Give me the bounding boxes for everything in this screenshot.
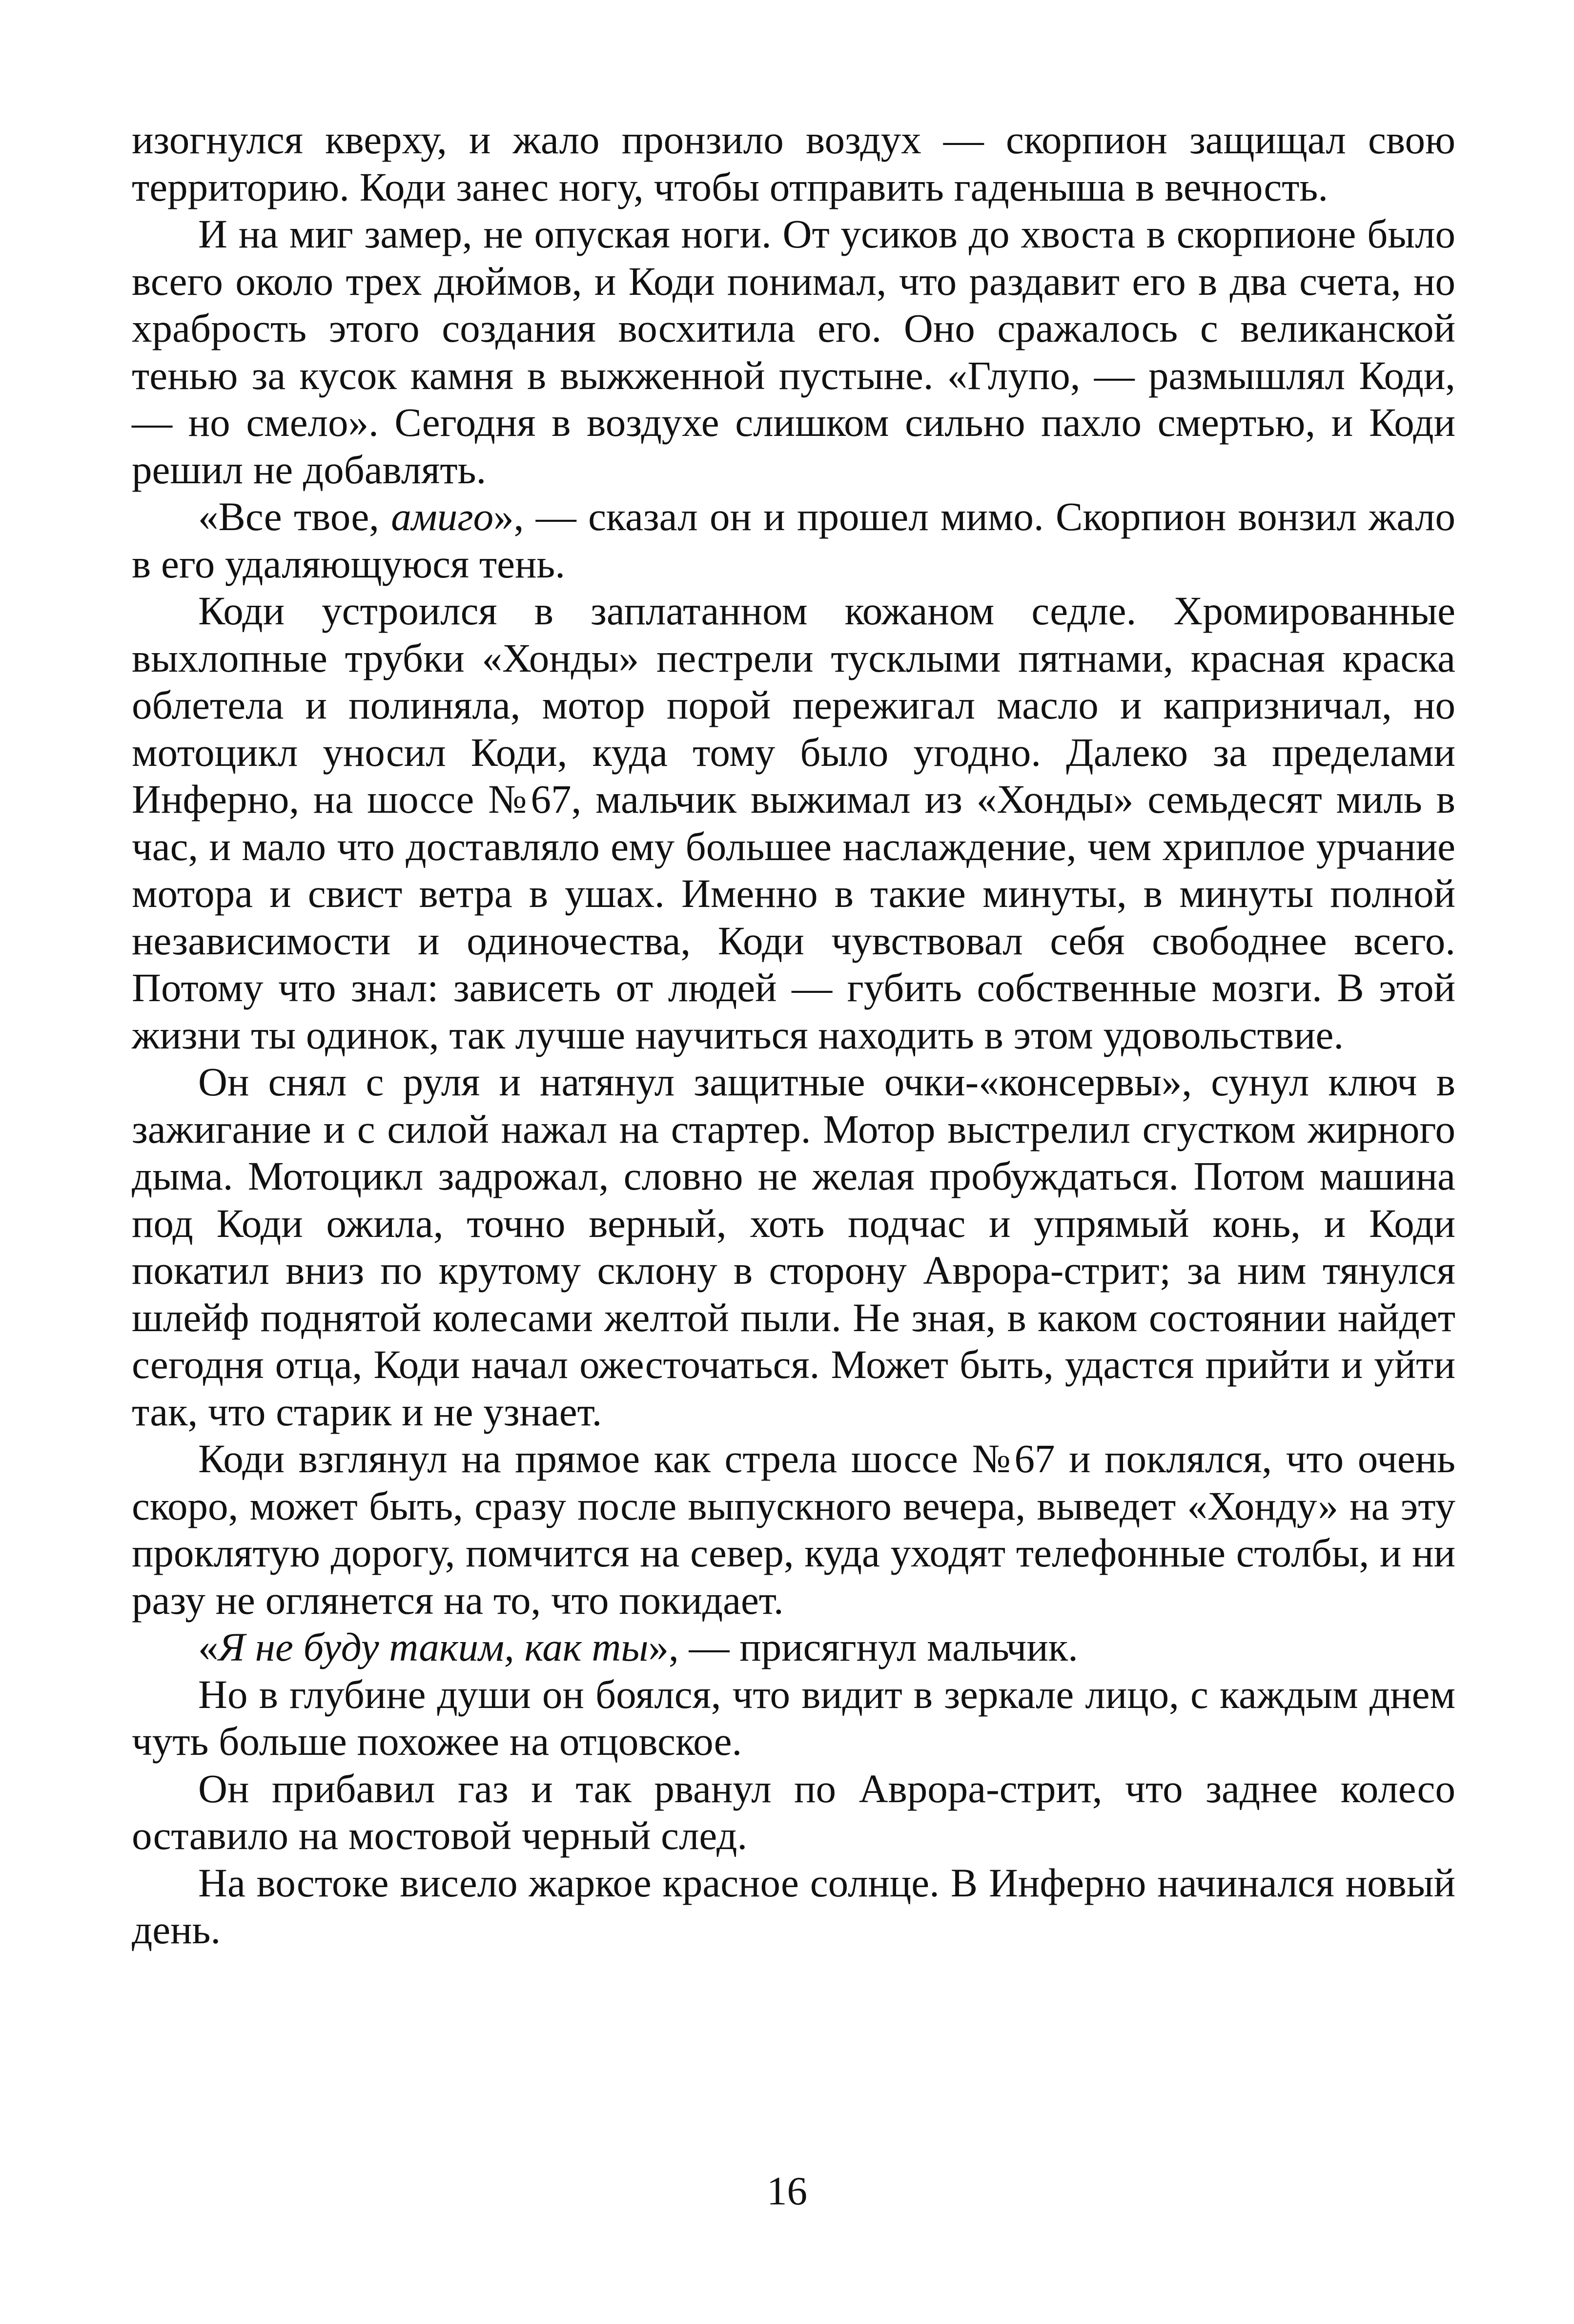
paragraph-7 bbox=[132, 1624, 1455, 1671]
paragraph-9-text: Он прибавил газ и так рванул по Аврора-стрит, что заднее колесо оставило на мостовой черный след. bbox=[132, 1766, 1455, 1858]
paragraph-2 bbox=[132, 210, 1455, 493]
paragraph-10-text: На востоке висело жаркое красное солнце. В Инферно начинался новый день. bbox=[132, 1860, 1455, 1952]
paragraph-6-text: Коди взглянул на прямое как стрела шоссе №67 и поклялся, что очень скоро, может быть, сразу после выпускного вечера, выведет «Хонду» на эту проклятую дорогу, помчится на север, куда уходят телефонные столбы, и ни разу не оглянется на то, что покидает. bbox=[132, 1436, 1455, 1623]
paragraph-5 bbox=[132, 1058, 1455, 1435]
paragraph-4-text: Коди устроился в заплатанном кожаном седле. Хромированные выхлопные трубки «Хонды» пестрели тусклыми пятнами, красная краска облетела и полиняла, мотор порой пережигал масло и капризничал, но мотоцикл уносил Коди, куда тому было угодно. Далеко за пределами Инферно, на шоссе №67, мальчик выжимал из «Хонды» семьдесят миль в час, и мало что доставляло ему большее наслаждение, чем хриплое урчание мотора и свист ветра в ушах. Именно в такие минуты, в минуты полной независимости и одиночества, Коди чувствовал себя свободнее всего. Потому что знал: зависеть от людей — губить собственные мозги. В этой жизни ты одинок, так лучше научиться находить в этом удовольствие. bbox=[132, 588, 1455, 1057]
paragraph-6 bbox=[132, 1435, 1455, 1624]
page-number: 16 bbox=[767, 2168, 807, 2213]
paragraph-1 bbox=[132, 116, 1455, 210]
paragraph-5-text: Он снял с руля и натянул защитные очки-«консервы», сунул ключ в зажигание и с силой нажал на стартер. Мотор выстрелил сгустком жирного дыма. Мотоцикл задрожал, словно не желая пробуждаться. Потом машина под Коди ожила, точно верный, хоть подчас и упрямый конь, и Коди покатил вниз по крутому склону в сторону Аврора-стрит; за ним тянулся шлейф поднятой колесами желтой пыли. Не зная, в каком состоянии найдет сегодня отца, Коди начал ожесточаться. Может быть, удастся прийти и уйти так, что старик и не узнает. bbox=[132, 1059, 1455, 1434]
paragraph-2-text: И на миг замер, не опуская ноги. От усиков до хвоста в скорпионе было всего около трех дюймов, и Коди понимал, что раздавит его в два счета, но храбрость этого создания восхитила его. Оно сражалось с великанской тенью за кусок камня в выжженной пустыне. «Глупо, — размышлял Коди, — но смело». Сегодня в воздухе слишком сильно пахло смертью, и Коди решил не добавлять. bbox=[132, 211, 1455, 492]
paragraph-3 bbox=[132, 493, 1455, 587]
paragraph-3-text-a: «Все твое, bbox=[198, 494, 391, 539]
paragraph-10 bbox=[132, 1859, 1455, 1954]
paragraph-3-italic-word: амиго bbox=[391, 494, 494, 539]
paragraph-7-italic-phrase: Я не буду таким, как ты bbox=[218, 1625, 649, 1669]
paragraph-7-text-b: », — присягнул мальчик. bbox=[648, 1625, 1078, 1669]
body-text bbox=[132, 116, 1455, 1954]
paragraph-1-text: изогнулся кверху, и жало пронзило воздух — скорпион защищал свою территорию. Коди занес ногу, чтобы отправить гаденыша в вечность. bbox=[132, 117, 1455, 209]
paragraph-4 bbox=[132, 587, 1455, 1058]
paragraph-3-text-b: », — сказал он и прошел мимо. Скорпион вонзил жало в его удаляющуюся тень. bbox=[132, 494, 1455, 586]
paragraph-9 bbox=[132, 1765, 1455, 1859]
paragraph-8 bbox=[132, 1671, 1455, 1765]
paragraph-7-text-a: « bbox=[198, 1625, 219, 1669]
paragraph-8-text: Но в глубине души он боялся, что видит в зеркале лицо, с каждым днем чуть больше похожее на отцовское. bbox=[132, 1671, 1455, 1764]
